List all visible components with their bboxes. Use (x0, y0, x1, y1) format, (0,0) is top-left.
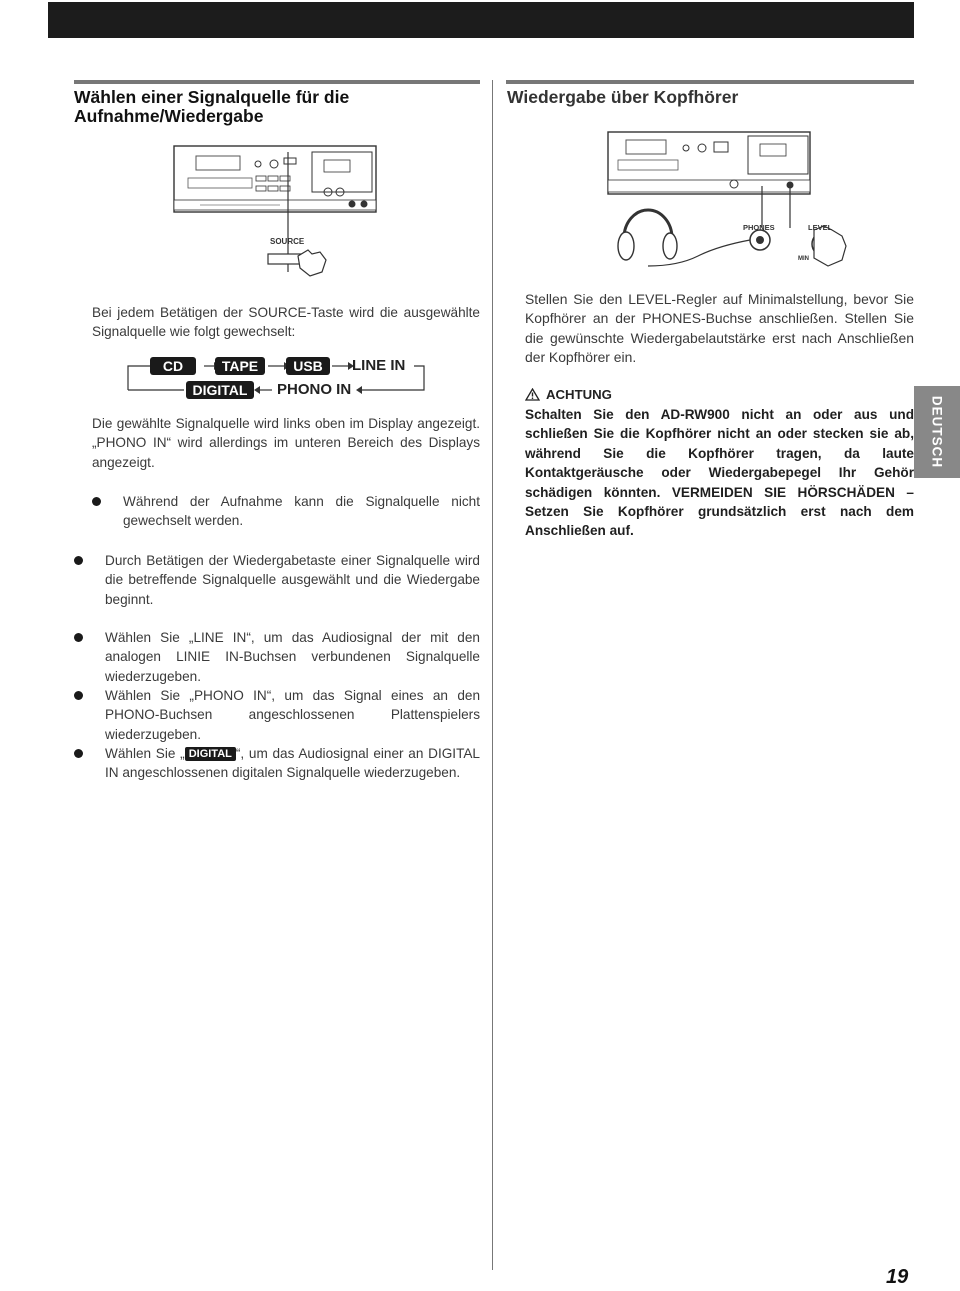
top-bar (48, 2, 914, 38)
bullet-digital-pre: Wählen Sie „ (105, 746, 185, 761)
source-usb: USB (286, 357, 330, 375)
language-tab-label: DEUTSCH (929, 395, 945, 469)
source-figure-label: SOURCE (270, 237, 305, 246)
list-item (74, 628, 480, 686)
source-phono-in: PHONO IN (277, 381, 352, 398)
language-tab (914, 386, 960, 478)
source-intro: Bei jedem Betätigen der SOURCE-Taste wird die ausgewählte Signalquelle wie folgt gewechselt: (92, 305, 480, 340)
headphones-device-illustration (604, 128, 860, 278)
bullet-icon (74, 633, 83, 642)
page-number: 19 (886, 1266, 909, 1288)
source-cd: CD (150, 357, 196, 375)
source-device-illustration (170, 142, 380, 292)
bullet-icon (74, 556, 83, 565)
phones-figure-label: PHONES (743, 223, 775, 232)
list-item (92, 492, 480, 531)
bullet-digital-post: “, um das Audiosignal einer an DIGITAL IN angeschlossenen digitalen Signalquelle wiederzugeben. (105, 746, 480, 781)
min-figure-label: MIN (798, 256, 809, 262)
bullet-line-text: Wählen Sie „LINE IN“, um das Audiosignal der mit den analogen LINIE IN-Buchsen verbundenen Signalquelle wiederzugeben. (105, 630, 480, 684)
left-column-rule (74, 80, 480, 84)
list-item (74, 744, 480, 783)
warning-title (525, 387, 612, 402)
level-figure-label: LEVEL (808, 223, 833, 232)
list-item (74, 686, 480, 744)
left-heading: Wählen einer Signalquelle für die Aufnahme/Wiedergabe (74, 87, 350, 126)
list-item (74, 551, 480, 609)
column-divider (492, 80, 493, 1270)
warning-text: Schalten Sie den AD-RW900 nicht an oder aus und schließen Sie die Kopfhörer nicht an oder stecken sie ab, während Sie die Kopfhörer tragen, da laute Kontaktgeräusche oder Wiedergabepegel Ihr Gehör schädigen könnten. VERMEIDEN SIE HÖRSCHÄDEN – Setzen Sie Kopfhörer grundsätzlich erst nach dem Anschließen auf. (525, 407, 914, 539)
warning-triangle-icon (525, 388, 540, 401)
source-line-in: LINE IN (352, 357, 406, 374)
source-digital: DIGITAL (186, 381, 254, 399)
digital-chip: DIGITAL (185, 747, 236, 761)
source-tape: TAPE (215, 357, 265, 375)
bullet-icon (92, 497, 101, 506)
display-note: Die gewählte Signalquelle wird links oben im Display angezeigt. „PHONO IN“ wird allerdings im unteren Bereich des Displays angezeigt. (92, 416, 480, 470)
right-column-rule (506, 80, 914, 84)
bullet-record-text: Während der Aufnahme kann die Signalquelle nicht gewechselt werden. (123, 494, 480, 529)
bullet-icon (74, 749, 83, 758)
warning-title-text: ACHTUNG (546, 387, 612, 402)
bullet-play-text: Durch Betätigen der Wiedergabetaste einer Signalquelle wird die betreffende Signalquelle ausgewählt und die Wiedergabe beginnt. (105, 553, 480, 607)
bullet-icon (74, 691, 83, 700)
bullet-phono-text: Wählen Sie „PHONO IN“, um das Signal eines an den PHONO-Buchsen angeschlossenen Plattenspielers wiederzugeben. (105, 688, 480, 742)
headphones-intro: Stellen Sie den LEVEL-Regler auf Minimalstellung, bevor Sie Kopfhörer an der PHONES-Buchse anschließen. Stellen Sie die gewünschte Wiedergabelautstärke erst nach Anschließen der Kopfhörer ein. (525, 291, 914, 366)
right-heading: Wiedergabe über Kopfhörer (507, 87, 739, 107)
